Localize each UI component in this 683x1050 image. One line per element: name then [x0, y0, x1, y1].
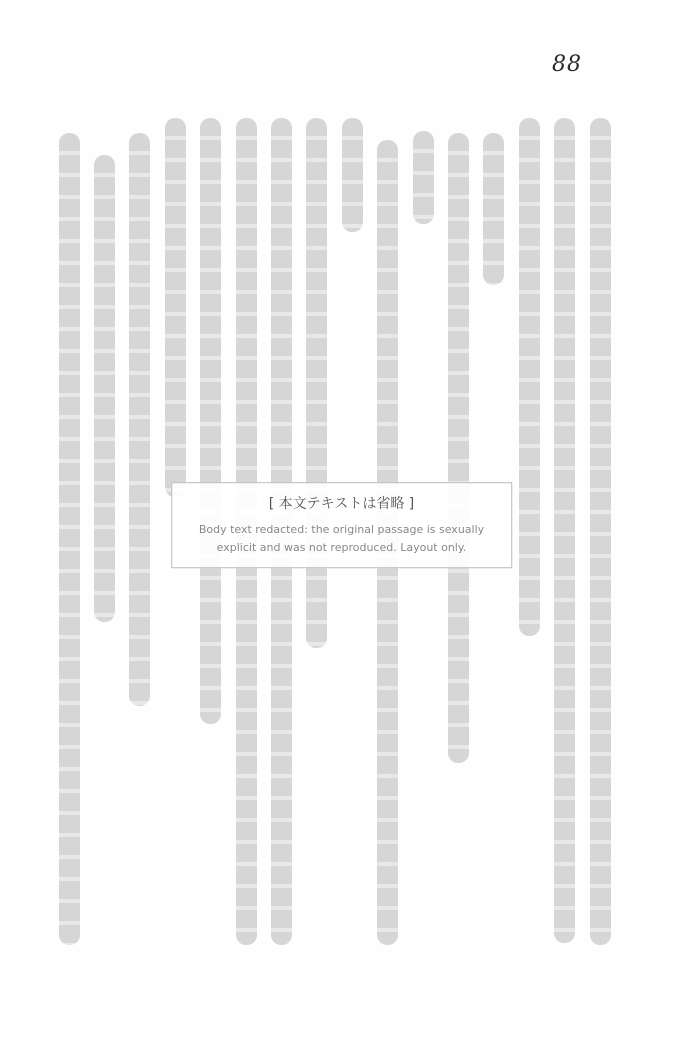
redacted-text-column	[129, 133, 150, 706]
redacted-text-column	[448, 133, 469, 763]
redacted-text-column	[59, 133, 80, 945]
redacted-text-column	[519, 118, 540, 636]
redacted-text-column	[200, 118, 221, 724]
redacted-text-column	[342, 118, 363, 232]
redaction-note	[171, 482, 513, 568]
redaction-note-detail: Body text redacted: the original passage is sexually explicit and was not reproduced. Layout only.	[198, 523, 485, 555]
redacted-text-column	[554, 118, 575, 943]
redacted-text-column	[306, 118, 327, 648]
page-number: 88	[552, 52, 582, 77]
redacted-text-column	[590, 118, 611, 945]
redacted-text-column	[94, 155, 115, 622]
redacted-text-column	[165, 118, 186, 497]
redacted-text-column	[413, 131, 434, 224]
redaction-note-title: [ 本文テキストは省略 ]	[268, 496, 415, 513]
redacted-text-column	[483, 133, 504, 285]
